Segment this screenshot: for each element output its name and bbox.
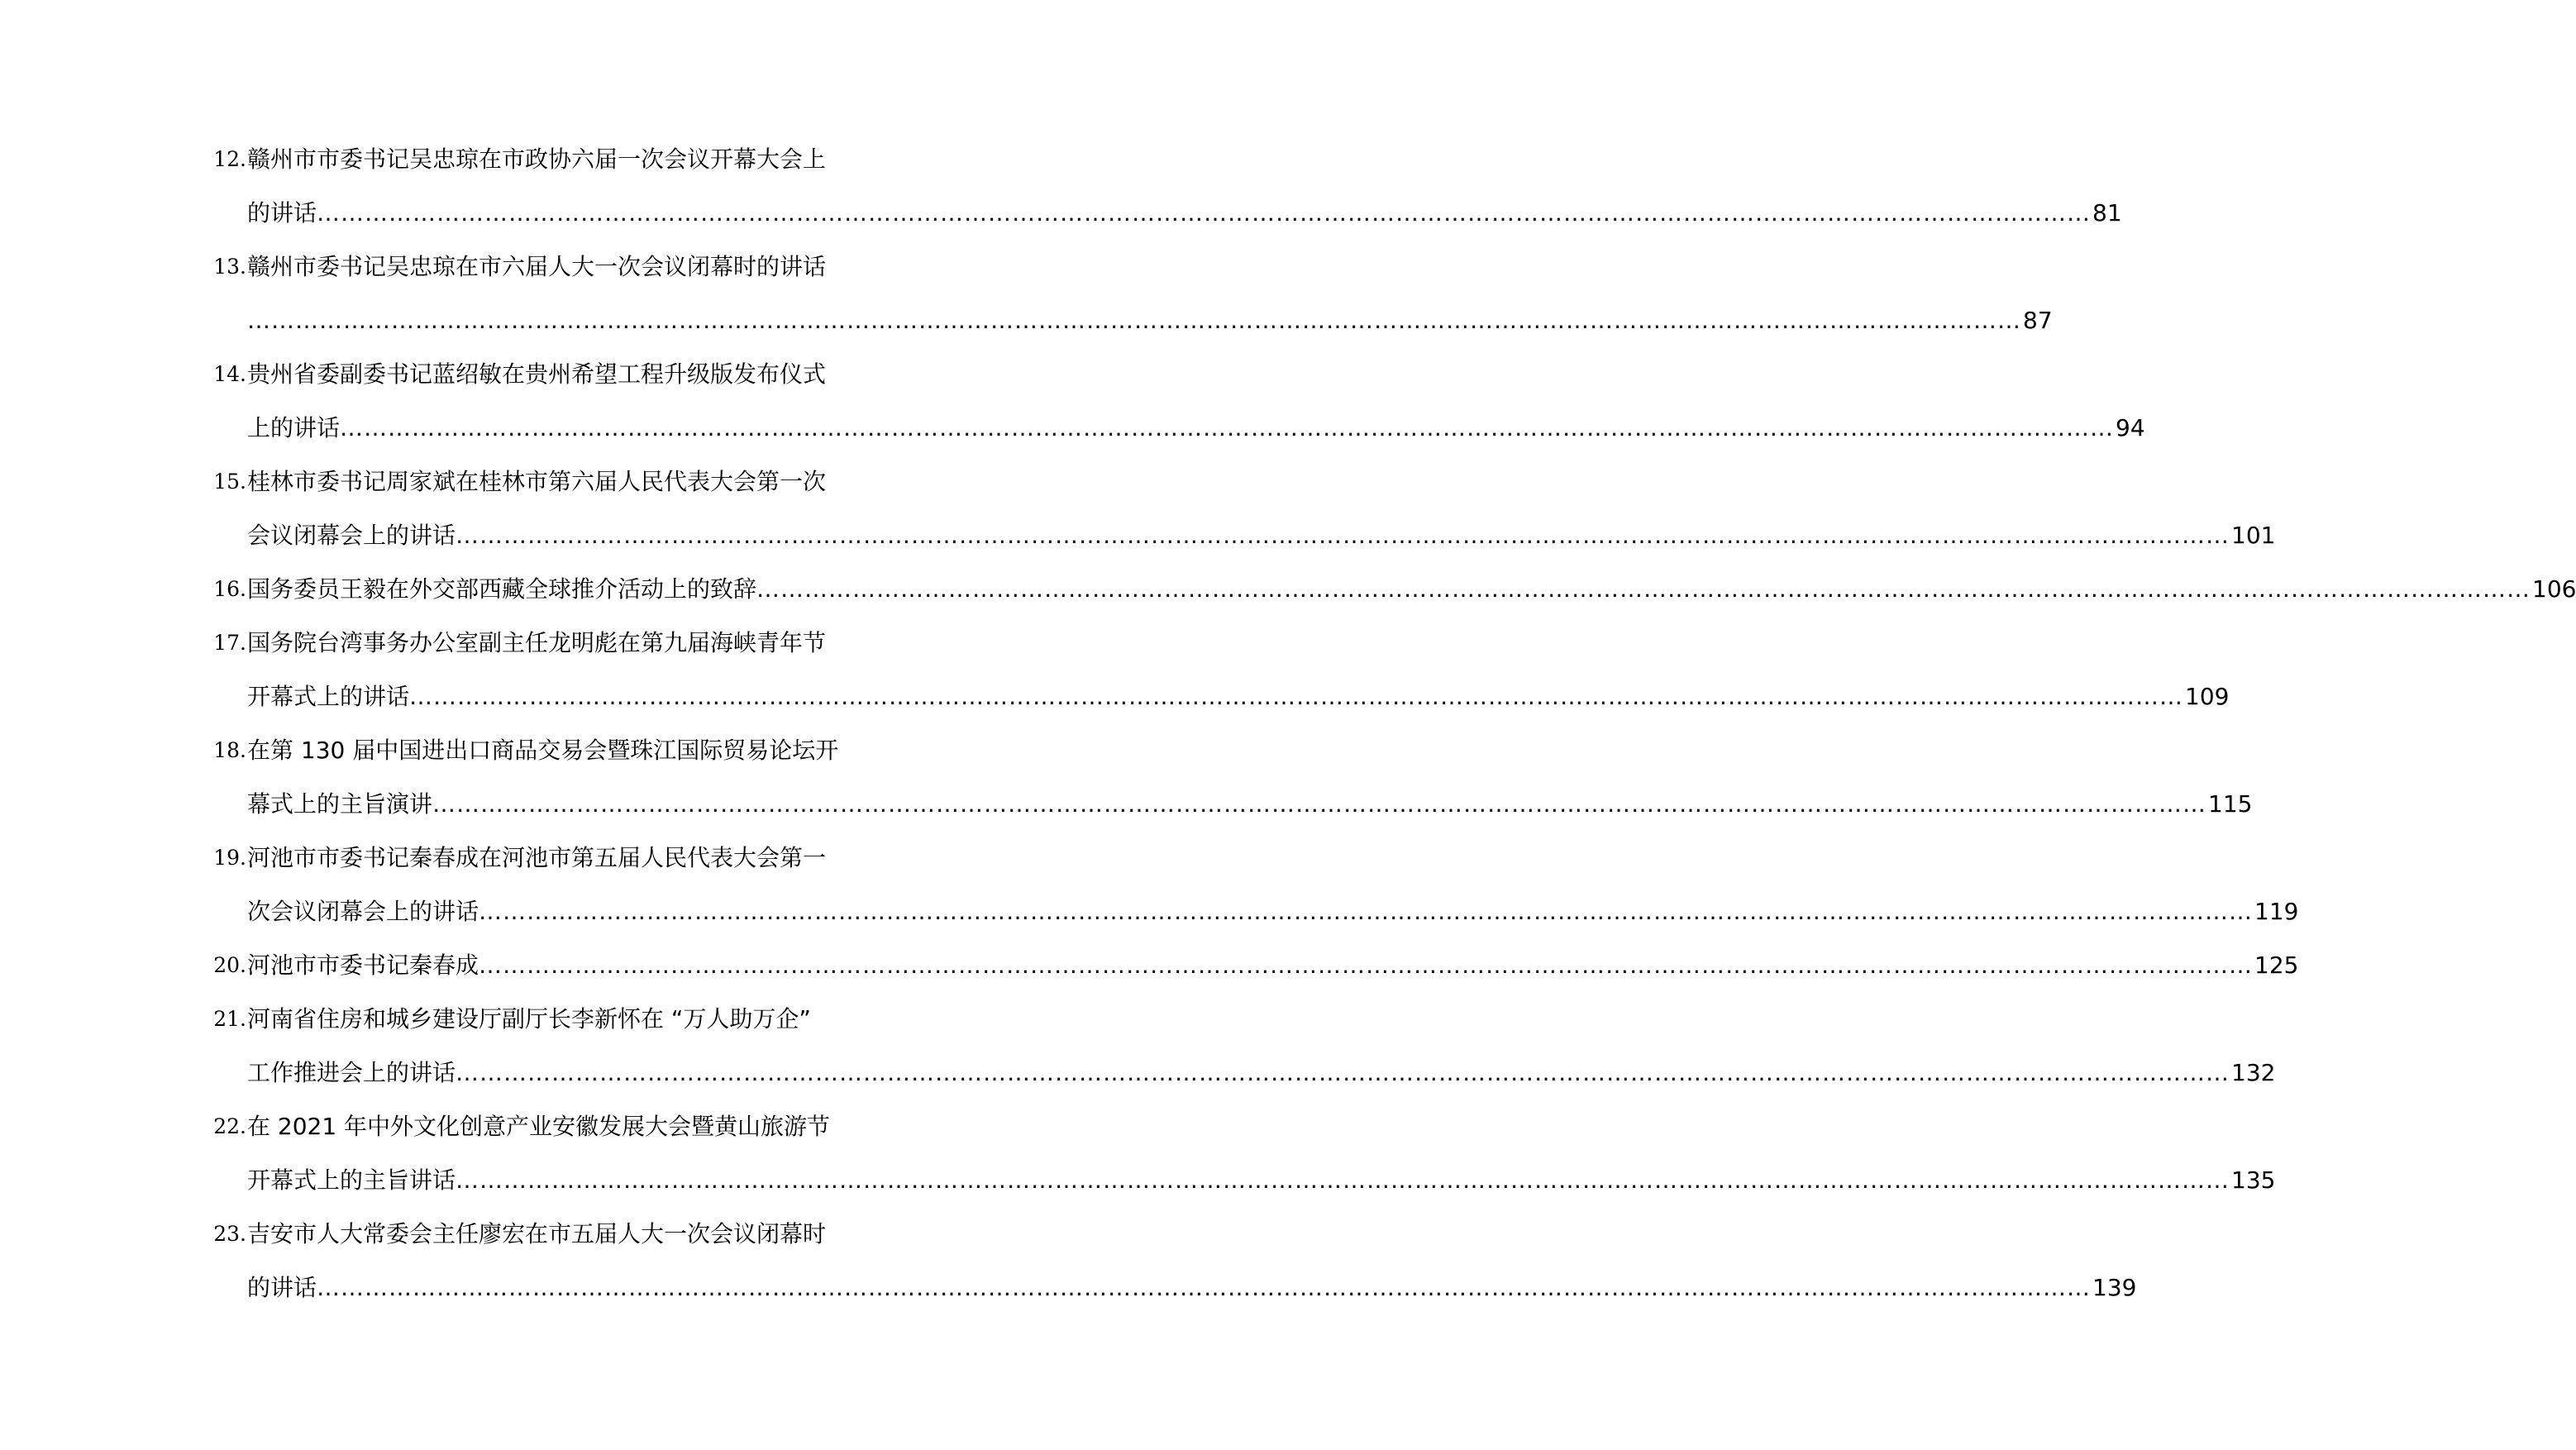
toc-entry-line — [0, 1108, 1025, 1161]
toc-leader-dots: …………………………………………………………………………………………………………………………………………………………………………………………………… — [456, 522, 2230, 549]
toc-entry[interactable] — [0, 839, 2299, 947]
toc-entry-line — [0, 463, 1025, 517]
toc-entry-leader-line — [0, 570, 2576, 624]
toc-entry-title: 河南省住房和城乡建设厅副厅长李新怀在 “万人助万企” — [247, 1005, 811, 1033]
toc-entry-number: 18. — [213, 738, 246, 762]
toc-entry-title: 河池市市委书记秦春成在河池市第五届人民代表大会第一 — [247, 844, 827, 871]
toc-entry[interactable] — [0, 624, 2230, 732]
toc-entry-number: 23. — [213, 1222, 246, 1246]
toc-leader-dots: …………………………………………………………………………………………………………………………………………………………………………………………………… — [456, 1166, 2230, 1194]
toc-leader-row — [247, 575, 2576, 603]
toc-leader-dots: …………………………………………………………………………………………………………………………………………………………………………………………………… — [756, 575, 2531, 603]
toc-entry-title: 的讲话 — [247, 1274, 317, 1301]
toc-entry-leader-line — [0, 947, 2299, 1000]
toc-entry-title: 桂林市委书记周家斌在桂林市第六届人民代表大会第一次 — [247, 468, 827, 495]
toc-entry-line — [0, 355, 1025, 409]
toc-entry-title: 贵州省委副委书记蓝绍敏在贵州希望工程升级版发布仪式 — [247, 360, 827, 388]
toc-list — [0, 141, 2576, 1323]
toc-entry-number: 21. — [213, 1007, 246, 1031]
toc-leader-row — [247, 1166, 2276, 1195]
toc-leader-row — [247, 307, 2053, 335]
toc-entry-number: 20. — [213, 953, 246, 977]
toc-entry-title: 赣州市市委书记吴忠琼在市政协六届一次会议开幕大会上 — [247, 145, 827, 173]
toc-entry-title: 河池市市委书记秦春成 — [247, 952, 479, 979]
toc-entry-leader-line — [0, 1161, 2276, 1215]
toc-leader-dots: …………………………………………………………………………………………………………………………………………………………………………………………………… — [479, 952, 2254, 979]
toc-page-number: 94 — [2116, 414, 2145, 441]
toc-entry-title: 在 2021 年中外文化创意产业安徽发展大会暨黄山旅游节 — [247, 1113, 831, 1140]
toc-entry[interactable] — [0, 248, 2053, 355]
toc-page-number: 106 — [2532, 575, 2576, 603]
toc-entry-title: 的讲话 — [247, 199, 317, 227]
table-of-contents — [0, 141, 2576, 1323]
toc-entry-leader-line — [0, 678, 2230, 732]
toc-entry[interactable] — [0, 463, 2276, 570]
toc-entry[interactable] — [0, 1108, 2276, 1215]
toc-entry-line — [0, 624, 1025, 678]
toc-entry-line — [0, 1000, 1025, 1054]
toc-leader-row — [247, 522, 2276, 550]
toc-leader-row — [247, 1274, 2137, 1302]
toc-leader-dots: …………………………………………………………………………………………………………………………………………………………………………………………………… — [317, 199, 2092, 227]
toc-entry-title: 工作推进会上的讲话 — [247, 1059, 456, 1086]
toc-entry-number: 19. — [213, 846, 246, 870]
toc-entry-title: 会议闭幕会上的讲话 — [247, 522, 456, 549]
toc-entry-leader-line — [0, 194, 2122, 248]
toc-leader-row — [247, 1059, 2276, 1087]
toc-entry-line — [0, 141, 1025, 194]
toc-entry-number: 15. — [213, 470, 246, 494]
toc-entry-title: 开幕式上的主旨讲话 — [247, 1166, 456, 1194]
toc-entry-title: 幕式上的主旨演讲 — [247, 790, 433, 818]
toc-entry-title: 开幕式上的讲话 — [247, 683, 410, 710]
toc-entry-leader-line — [0, 302, 2053, 355]
toc-page-number: 109 — [2185, 683, 2230, 710]
toc-entry-line — [0, 248, 1025, 302]
toc-entry-title: 在第 130 届中国进出口商品交易会暨珠江国际贸易论坛开 — [247, 737, 839, 764]
toc-leader-row — [247, 898, 2299, 926]
toc-page-number: 115 — [2208, 790, 2253, 818]
toc-page-number: 81 — [2092, 199, 2122, 227]
toc-entry-number: 14. — [213, 362, 246, 386]
toc-page-number: 132 — [2231, 1059, 2276, 1086]
toc-entry[interactable] — [0, 732, 2253, 839]
toc-entry-leader-line — [0, 1054, 2276, 1108]
toc-entry-title: 国务院台湾事务办公室副主任龙明彪在第九届海峡青年节 — [247, 629, 827, 656]
toc-entry-number: 12. — [213, 147, 246, 171]
toc-entry-title: 吉安市人大常委会主任廖宏在市五届人大一次会议闭幕时 — [247, 1220, 827, 1247]
toc-leader-dots: …………………………………………………………………………………………………………………………………………………………………………………………………… — [340, 414, 2115, 441]
toc-entry[interactable] — [0, 570, 2576, 624]
toc-page-number: 139 — [2092, 1274, 2137, 1301]
toc-entry-number: 16. — [213, 577, 246, 601]
toc-entry[interactable] — [0, 1215, 2137, 1323]
toc-entry-title: 赣州市委书记吴忠琼在市六届人大一次会议闭幕时的讲话 — [247, 253, 827, 280]
toc-entry[interactable] — [0, 355, 2145, 463]
toc-entry-number: 22. — [213, 1114, 246, 1138]
toc-page-number: 125 — [2254, 952, 2299, 979]
toc-page-number: 119 — [2254, 898, 2299, 925]
toc-entry[interactable] — [0, 141, 2122, 248]
toc-page-number: 135 — [2231, 1166, 2276, 1194]
toc-leader-dots: …………………………………………………………………………………………………………………………………………………………………………………………………… — [247, 307, 2021, 334]
toc-leader-dots: …………………………………………………………………………………………………………………………………………………………………………………………………… — [456, 1059, 2230, 1086]
toc-leader-row — [247, 414, 2145, 442]
toc-entry-number: 13. — [213, 255, 246, 279]
toc-entry-title: 次会议闭幕会上的讲话 — [247, 898, 479, 925]
toc-entry-leader-line — [0, 409, 2145, 463]
toc-leader-row — [247, 683, 2230, 711]
toc-entry[interactable] — [0, 1000, 2276, 1108]
toc-page-number: 87 — [2023, 307, 2053, 334]
toc-entry-leader-line — [0, 1269, 2137, 1323]
toc-entry-line — [0, 839, 1025, 893]
toc-entry-title: 上的讲话 — [247, 414, 341, 441]
toc-page-number: 101 — [2231, 522, 2276, 549]
toc-entry-leader-line — [0, 517, 2276, 570]
toc-leader-dots: …………………………………………………………………………………………………………………………………………………………………………………………………… — [317, 1274, 2092, 1301]
toc-entry-line — [0, 1215, 1025, 1269]
toc-entry-leader-line — [0, 893, 2299, 947]
toc-leader-dots: …………………………………………………………………………………………………………………………………………………………………………………………………… — [479, 898, 2254, 925]
toc-leader-row — [247, 952, 2299, 980]
toc-leader-row — [247, 199, 2122, 227]
toc-entry-number: 17. — [213, 631, 246, 655]
toc-entry[interactable] — [0, 947, 2299, 1000]
toc-entry-leader-line — [0, 785, 2253, 839]
toc-leader-dots: …………………………………………………………………………………………………………………………………………………………………………………………………… — [432, 790, 2207, 818]
toc-leader-row — [247, 790, 2253, 818]
toc-leader-dots: …………………………………………………………………………………………………………………………………………………………………………………………………… — [409, 683, 2184, 710]
toc-entry-title: 国务委员王毅在外交部西藏全球推介活动上的致辞 — [247, 575, 757, 603]
toc-entry-line — [0, 732, 1025, 785]
